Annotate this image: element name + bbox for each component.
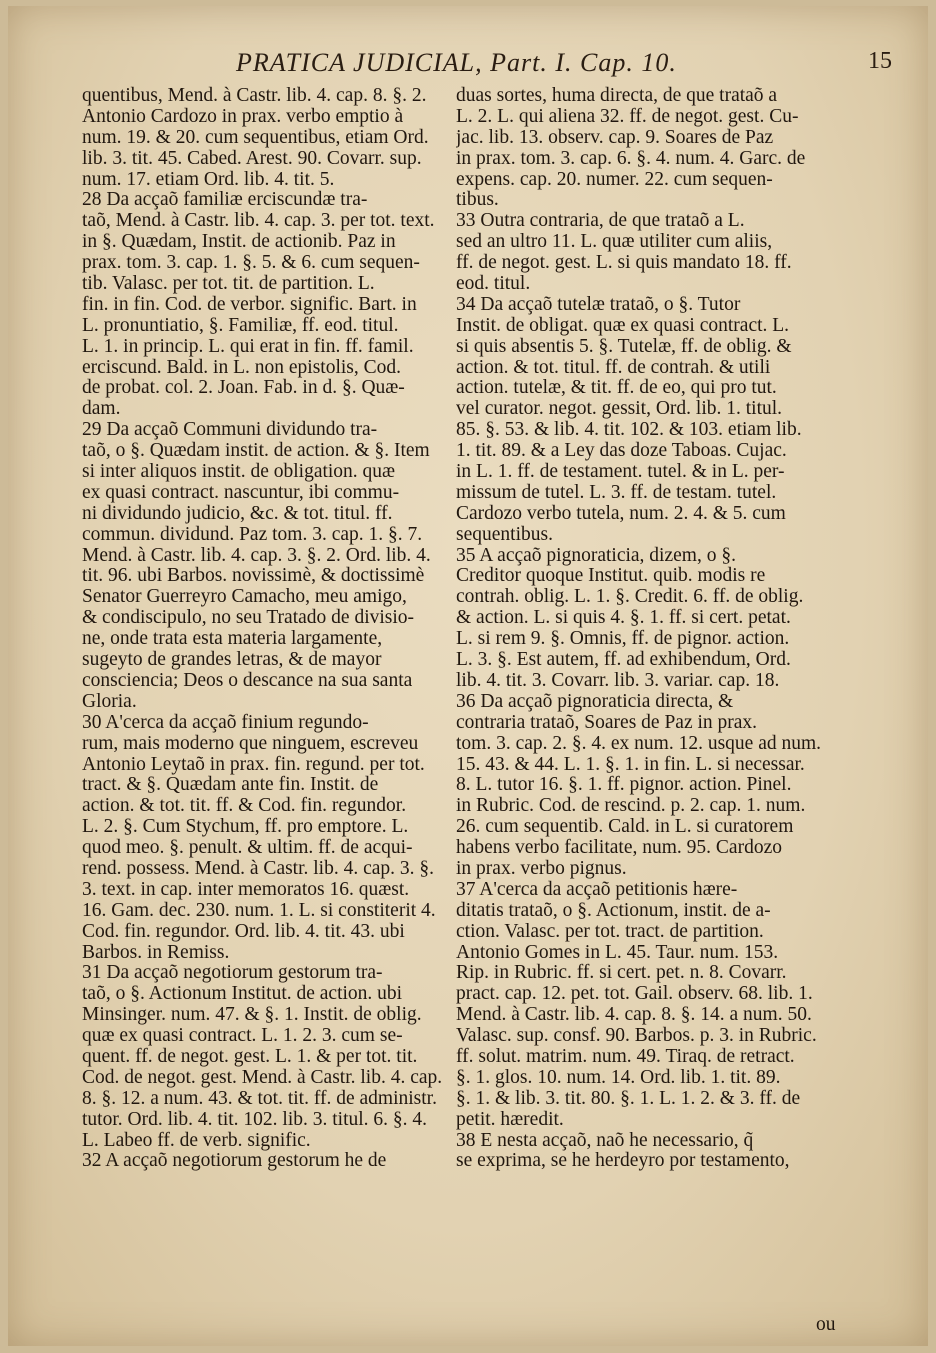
text-line: 32 A acçaõ negotiorum gestorum he de <box>82 1151 387 1172</box>
text-line: se exprima, se he herdeyro por testamento, <box>456 1151 790 1172</box>
text-line: L. 1. in princip. L. qui erat in fin. ff. famil. <box>82 336 414 357</box>
text-line: contrah. oblig. L. 1. §. Credit. 6. ff. de oblig. <box>456 587 804 608</box>
catchword: ou <box>816 1314 836 1335</box>
text-line: in prax. tom. 3. cap. 6. §. 4. num. 4. Garc. de <box>456 148 806 169</box>
text-line: taõ, o §. Quædam instit. de action. & §. Item <box>82 441 430 462</box>
running-title: PRATICA JUDICIAL, Part. I. Cap. 10. <box>236 48 677 77</box>
text-line: fin. in fin. Cod. de verbor. signific. Bart. in <box>82 294 417 315</box>
text-line: action. tutelæ, & tit. ff. de eo, qui pro tut. <box>456 378 777 399</box>
text-line: 26. cum sequentib. Cald. in L. si curatorem <box>456 817 794 838</box>
text-line: taõ, o §. Actionum Institut. de action. ubi <box>82 984 403 1005</box>
text-line: lib. 4. tit. 3. Covarr. lib. 3. variar. cap. 18. <box>456 670 780 691</box>
text-line: si inter aliquos instit. de obligation. quæ <box>82 462 396 483</box>
text-line: 29 Da acçaõ Communi dividundo tra- <box>82 420 378 441</box>
text-line: missum de tutel. L. 3. ff. de testam. tutel. <box>456 482 777 503</box>
text-line: L. 2. L. qui aliena 32. ff. de negot. gest. Cu- <box>456 106 799 127</box>
text-line: in §. Quædam, Instit. de actionib. Paz in <box>82 232 396 253</box>
page-header <box>68 46 908 82</box>
text-line: ne, onde trata esta materia largamente, <box>82 629 383 650</box>
right-text-column <box>456 86 856 1336</box>
text-line: quentibus, Mend. à Castr. lib. 4. cap. 8. §. 2. <box>82 86 427 106</box>
book-page <box>8 6 928 1346</box>
text-line: de probat. col. 2. Joan. Fab. in d. §. Quæ- <box>82 378 405 399</box>
text-line: L. 2. §. Cum Stychum, ff. pro emptore. L. <box>82 817 409 838</box>
text-line: 37 A'cerca da acçaõ petitionis hære- <box>456 879 738 900</box>
text-line: 8. L. tutor 16. §. 1. ff. pignor. action. Pinel. <box>456 775 792 796</box>
text-line: ex quasi contract. nascuntur, ibi commu- <box>82 482 400 503</box>
text-line: 8. §. 12. a num. 43. & tot. tit. ff. de administr. <box>82 1088 437 1109</box>
text-line: & action. L. si quis 4. §. 1. ff. si cert. petat. <box>456 608 791 629</box>
text-line: Senator Guerreyro Camacho, meu amigo, <box>82 587 407 608</box>
text-line: 34 Da acçaõ tutelæ trataõ, o §. Tutor <box>456 294 741 315</box>
left-text-column <box>82 86 470 1336</box>
text-line: Rip. in Rubric. ff. si cert. pet. n. 8. Covarr. <box>456 963 787 984</box>
text-line: sugeyto de grandes letras, & de mayor <box>82 650 382 671</box>
text-line: in prax. verbo pignus. <box>456 858 627 879</box>
text-line: Mend. à Castr. lib. 4. cap. 3. §. 2. Ord. lib. 4. <box>82 545 431 566</box>
text-line: tutor. Ord. lib. 4. tit. 102. lib. 3. titul. 6. §. 4. <box>82 1109 428 1130</box>
text-line: Barbos. in Remiss. <box>82 942 230 963</box>
text-line: ction. Valasc. per tot. tract. de partition. <box>456 921 764 942</box>
text-line: quod meo. §. penult. & ultim. ff. de acqui- <box>82 838 413 859</box>
text-line: action. & tot. tit. ff. & Cod. fin. regundor. <box>82 796 407 817</box>
text-line: 28 Da acçaõ familiæ erciscundæ tra- <box>82 190 368 211</box>
text-line: 15. 43. & 44. L. 1. §. 1. in fin. L. si necessar. <box>456 754 805 775</box>
text-line: Creditor quoque Institut. quib. modis re <box>456 566 766 587</box>
text-line: 1. tit. 89. & a Ley das doze Taboas. Cujac. <box>456 441 787 462</box>
text-line: habens verbo facilitate, num. 95. Cardozo <box>456 838 782 859</box>
text-line: vel curator. negot. gessit, Ord. lib. 1. titul. <box>456 399 783 420</box>
text-line: contraria trataõ, Soares de Paz in prax. <box>456 712 758 733</box>
page-number: 15 <box>868 48 892 74</box>
text-line: Gloria. <box>82 691 137 712</box>
text-line: ff. solut. matrim. num. 49. Tiraq. de retract. <box>456 1046 795 1067</box>
text-line: 35 A acçaõ pignoraticia, dizem, o §. <box>456 545 736 566</box>
text-line: 36 Da acçaõ pignoraticia directa, & <box>456 691 734 712</box>
text-line: 30 A'cerca da acçaõ finium regundo- <box>82 712 369 733</box>
text-line: action. & tot. titul. ff. de contrah. & utili <box>456 357 771 378</box>
text-line: Mend. à Castr. lib. 4. cap. 8. §. 14. a num. 50. <box>456 1005 812 1026</box>
text-line: tibus. <box>456 190 499 211</box>
text-line: consciencia; Deos o descance na sua santa <box>82 670 413 691</box>
text-line: ni dividundo judicio, &c. & tot. titul. ff. <box>82 503 393 524</box>
text-line: 3. text. in cap. inter memoratos 16. quæst. <box>82 879 410 900</box>
text-line: Antonio Cardozo in prax. verbo emptio à <box>82 106 404 127</box>
text-line: ditatis trataõ, o §. Actionum, instit. de a- <box>456 900 771 921</box>
text-line: duas sortes, huma directa, de que trataõ a <box>456 86 778 106</box>
text-line: num. 19. & 20. cum sequentibus, etiam Ord. <box>82 127 429 148</box>
text-line: expens. cap. 20. numer. 22. cum sequen- <box>456 169 773 190</box>
text-line: Antonio Leytaõ in prax. fin. regund. per tot. <box>82 754 425 775</box>
text-line: sed an ultro 11. L. quæ utiliter cum aliis, <box>456 232 773 253</box>
text-line: Cardozo verbo tutela, num. 2. 4. & 5. cum <box>456 503 786 524</box>
text-line: 31 Da acçaõ negotiorum gestorum tra- <box>82 963 383 984</box>
text-line: L. 3. §. Est autem, ff. ad exhibendum, Ord. <box>456 650 791 671</box>
text-line: ff. de negot. gest. L. si quis mandato 18. ff. <box>456 253 792 274</box>
text-line: Cod. fin. regundor. Ord. lib. 4. tit. 43. ubi <box>82 921 405 942</box>
text-line: L. Labeo ff. de verb. signific. <box>82 1130 311 1151</box>
text-line: quæ ex quasi contract. L. 1. 2. 3. cum se- <box>82 1026 403 1047</box>
text-line: 16. Gam. dec. 230. num. 1. L. si constiterit 4. <box>82 900 436 921</box>
text-line: num. 17. etiam Ord. lib. 4. tit. 5. <box>82 169 335 190</box>
text-line: lib. 3. tit. 45. Cabed. Arest. 90. Covarr. sup. <box>82 148 422 169</box>
text-line: in L. 1. ff. de testament. tutel. & in L. per- <box>456 462 785 483</box>
text-line: tract. & §. Quædam ante fin. Instit. de <box>82 775 379 796</box>
text-line: quent. ff. de negot. gest. L. 1. & per tot. tit. <box>82 1046 418 1067</box>
text-line: Instit. de obligat. quæ ex quasi contract. L. <box>456 315 790 336</box>
text-line: Minsinger. num. 47. & §. 1. Instit. de oblig. <box>82 1005 422 1026</box>
text-line: 38 E nesta acçaõ, naõ he necessario, q̃ <box>456 1130 754 1151</box>
text-line: si quis absentis 5. §. Tutelæ, ff. de oblig. & <box>456 336 792 357</box>
text-line: sequentibus. <box>456 524 553 545</box>
text-line: tom. 3. cap. 2. §. 4. ex num. 12. usque ad num. <box>456 733 822 754</box>
text-line: in Rubric. Cod. de rescind. p. 2. cap. 1. num. <box>456 796 806 817</box>
text-line: prax. tom. 3. cap. 1. §. 5. & 6. cum sequen- <box>82 253 420 274</box>
text-line: rend. possess. Mend. à Castr. lib. 4. cap. 3. §. <box>82 858 435 879</box>
text-line: petit. hæredit. <box>456 1109 564 1130</box>
text-line: jac. lib. 13. observ. cap. 9. Soares de Paz <box>456 127 774 148</box>
text-line: L. pronuntiatio, §. Familiæ, ff. eod. titul. <box>82 315 399 336</box>
text-line: L. si rem 9. §. Omnis, ff. de pignor. action. <box>456 629 790 650</box>
text-line: dam. <box>82 399 121 420</box>
text-line: 33 Outra contraria, de que trataõ a L. <box>456 211 745 232</box>
text-line: Antonio Gomes in L. 45. Taur. num. 153. <box>456 942 779 963</box>
text-line: 85. §. 53. & lib. 4. tit. 102. & 103. etiam lib. <box>456 420 802 441</box>
text-line: Valasc. sup. consf. 90. Barbos. p. 3. in Rubric. <box>456 1026 817 1047</box>
text-line: eod. titul. <box>456 274 531 295</box>
text-line: pract. cap. 12. pet. tot. Gail. observ. 68. lib. 1. <box>456 984 813 1005</box>
text-line: commun. dividund. Paz tom. 3. cap. 1. §. 7. <box>82 524 423 545</box>
text-line: §. 1. glos. 10. num. 14. Ord. lib. 1. tit. 89. <box>456 1067 781 1088</box>
text-line: Cod. de negot. gest. Mend. à Castr. lib. 4. cap. <box>82 1067 443 1088</box>
text-line: tib. Valasc. per tot. tit. de partition. L. <box>82 274 375 295</box>
text-line: erciscund. Bald. in L. non epistolis, Cod. <box>82 357 402 378</box>
text-line: tit. 96. ubi Barbos. novissimè, & doctissimè <box>82 566 425 587</box>
text-line: taõ, Mend. à Castr. lib. 4. cap. 3. per tot. text. <box>82 211 435 232</box>
text-line: & condiscipulo, no seu Tratado de divisio- <box>82 608 415 629</box>
text-line: rum, mais moderno que ninguem, escreveu <box>82 733 419 754</box>
text-line: §. 1. & lib. 3. tit. 80. §. 1. L. 1. 2. & 3. ff. de <box>456 1088 801 1109</box>
